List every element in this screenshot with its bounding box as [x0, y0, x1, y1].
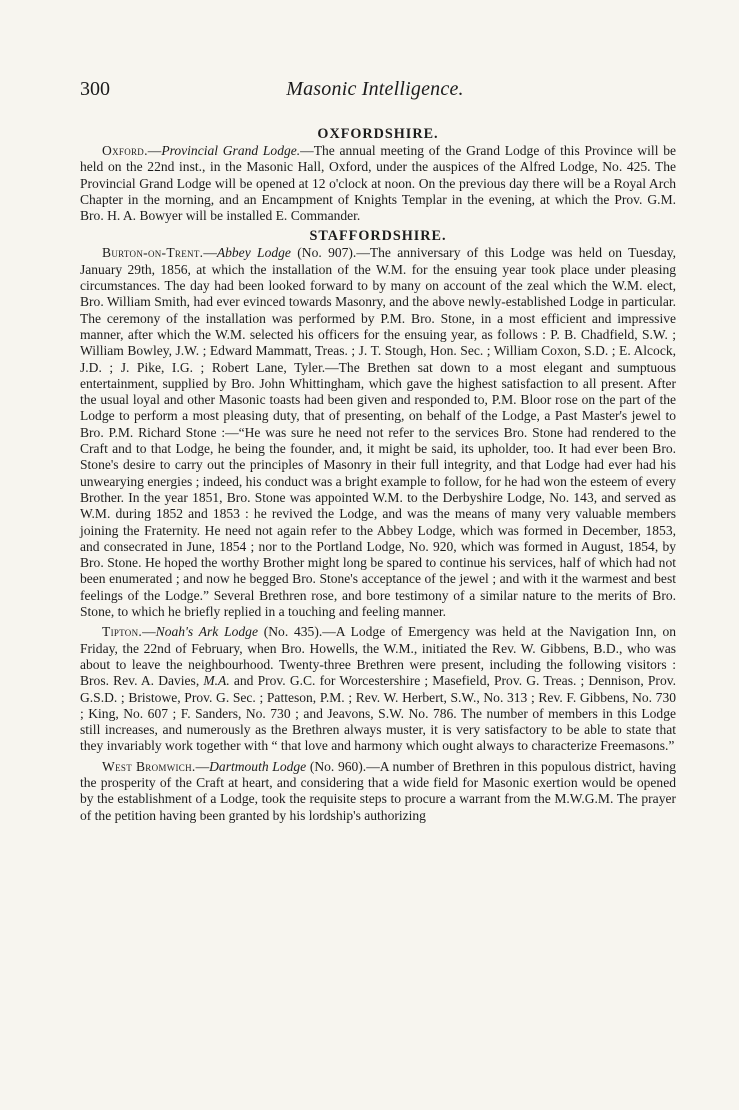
dash: —	[142, 624, 156, 640]
paragraph-body: (No. 435).—A Lodge of Emergency was held at the Navigation Inn, on Friday, the 22nd of February, when Bro. Howells, the W.M., initiated the Rev. W. Gibbens, B.D., who was about to leave the neighbourhood. Twenty-three Brethren were present, including the following visitors : Bros. Rev. A. Davies,	[80, 624, 676, 689]
dash: —	[203, 245, 217, 261]
running-title: Masonic Intelligence.	[286, 78, 464, 100]
lodge-title: Dartmouth Lodge	[209, 758, 307, 774]
paragraph-body: (No. 907).—The anniversary of this Lodge was held on Tuesday, January 29th, 1856, at which the installation of the W.M. for the ensuing year took place under pleasing circumstances. The day had been looked forward to by many on account of the zeal which the W.M. elect, Bro. William Smith, had ever evinced towards Masonry, and the above newly-established Lodge in particular. The ceremony of the installation was performed by P.M. Bro. Stone, in a most efficient and impressive manner, after which the W.M. selected his officers for the ensuing year, as follows : P. B. Chadfield, S.W. ; William Bowley, J.W. ; Edward Mammatt, Treas. ; J. T. Stough, Hon. Sec. ; William Coxon, S.D. ; E. Alcock, J.D. ; J. Pike, I.G. ; Robert Lane, Tyler.—The Brethen sat down to a most elegant and sumptuous entertainment, supplied by Bro. John Whittingham, which gave the highest satisfaction to all present. After the usual loyal and other Masonic toasts had been given and responded to, P.M. Bloor rose on the part of the Lodge to perform a most pleasing duty, that of presenting, on behalf of the Lodge, a Past Master's jewel to Bro. P.M. Richard Stone :—“He was sure he need not refer to the services Bro. Stone had rendered to the Craft and to that Lodge, he being the founder, and, it might be said, its upholder, too. It had ever been Bro. Stone's desire to carry out the principles of Masonry in their full integrity, and that Lodge had ever had his unwearying energies ; indeed, his conduct was a bright example to follow, for he had won the esteem of every Brother. In the year 1851, Bro. Stone was appointed W.M. to the Derbyshire Lodge, No. 143, and served as W.M. during 1852 and 1853 : he revived the Lodge, and was the means of many very valuable members joining the Fraternity. He need not again refer to the Abbey Lodge, which was formed in December, 1853, and consecrated in June, 1854 ; nor to the Portland Lodge, No. 920, which was formed in August, 1854, by Bro. Stone. He hoped the worthy Brother might long be spared to continue his services, half of which had not been enumerated ; and now he begged Bro. Stone's acceptance of the jewel ; and with it the warmest and best feelings of the Lodge.” Several Brethren rose, and bore testimony of a similar nature to the merits of Bro. Stone, to which he briefly replied in a touching and feeling manner.	[80, 245, 677, 620]
running-head	[80, 78, 670, 104]
text-column	[80, 126, 676, 824]
dash: —	[147, 143, 162, 158]
place-name: Oxford.	[102, 143, 148, 158]
place-name: Tipton.	[102, 624, 143, 640]
paragraph-body: —The annual meeting of the Grand Lodge of this Province will be held on the 22nd inst., in the Masonic Hall, Oxford, under the auspices of the Alfred Lodge, No. 425. The Provincial Grand Lodge will be opened at 12 o'clock at noon. On the previous day there will be a Royal Arch Chapter in the morning, and an Encampment of Knights Templar in the evening, at which the Prov. G.M. Bro. H. A. Bowyer will be installed E. Commander.	[80, 143, 676, 224]
article-stafford	[80, 245, 676, 823]
place-name: Burton-on-Trent.	[102, 245, 204, 261]
paragraph-body: (No. 960).—A number of Brethren in this populous district, having the prosperity of the Craft at heart, and considering that a wide field for Masonic exertion would be opened by the establishment of a Lodge, took the requisite steps to procure a warrant from the M.W.G.M. The prayer of the petition having been granted by his lordship's authorizing	[80, 758, 676, 823]
paragraph-tipton	[80, 624, 676, 754]
dash: —	[195, 758, 210, 774]
lodge-title: Abbey Lodge	[216, 245, 291, 261]
paragraph-west-bromwich	[80, 759, 676, 824]
section-heading-staffordshire: STAFFORDSHIRE.	[309, 228, 447, 245]
paragraph-body-cont: and Prov. G.C. for Worcestershire ; Masefield, Prov. G. Treas. ; Dennison, Prov. G.S.D. ; Bristowe, Prov. G. Sec. ; Patteson, P.M. ; Rev. W. Herbert, S.W., No. 313 ; Rev. F. Gibbens, No. 730 ; King, No. 607 ; F. Sanders, No. 730 ; and Jeavons, S.W. No. 786. The number of members in this Lodge still increases, and numerously as the Brethren always muster, it is very satisfactory to be able to state that they invariably work together with “ that love and harmony which ought always to characterize Freemasons.”	[80, 673, 676, 754]
section-heading-oxfordshire: OXFORDSHIRE.	[317, 126, 439, 142]
place-name: West Bromwich.	[102, 758, 196, 774]
lodge-title: Provincial Grand Lodge.	[161, 143, 301, 158]
paragraph-burton	[80, 245, 676, 620]
lodge-title: Noah's Ark Lodge	[155, 624, 258, 640]
article-oxford	[80, 143, 676, 224]
page-number: 300	[80, 78, 110, 100]
paragraph-oxford	[80, 143, 676, 224]
degree-abbrev: M.A.	[203, 673, 230, 689]
